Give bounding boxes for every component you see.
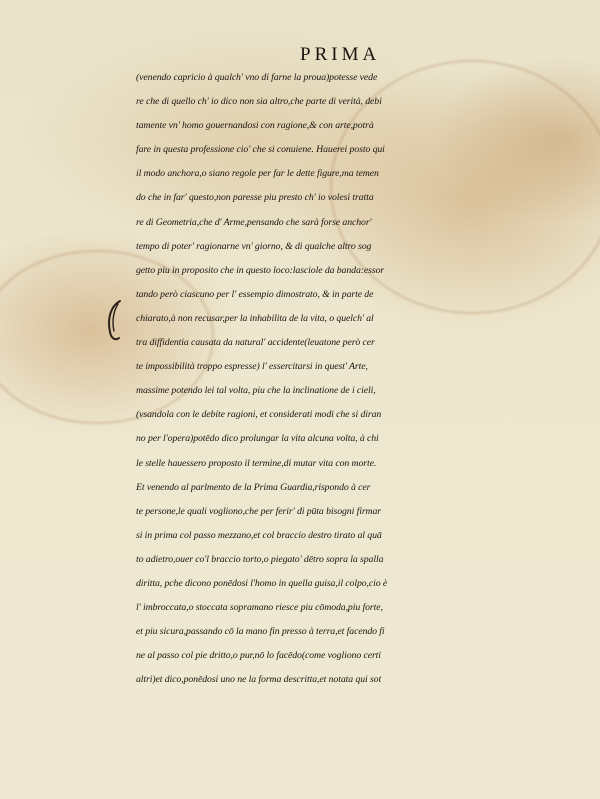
text-line: l' imbroccata,o stoccata sopramano riesce piu cōmoda,piu forte, — [136, 602, 383, 614]
text-line: ne al passo col pie dritto,o pur,nō lo facēdo(come vogliono certi — [136, 650, 381, 662]
text-line: altri)et dico,ponēdosi uno ne la forma descritta,et notata qui sot — [136, 674, 382, 686]
text-line: te persone,le quali vogliono,che per ferir' di pūta bisogni firmar — [136, 505, 382, 517]
text-line: diritta, pche dicono ponēdosi l'homo in quella guisa,il colpo,cio è — [136, 577, 388, 589]
text-line: massime potendo lei tal volta, piu che la inclinatione de i cieli, — [136, 385, 376, 397]
text-line: (venendo capricio à qualch' vno di farne la proua)potesse vede — [136, 72, 378, 83]
text-line: le stelle hauessero proposto il termine,di mutar vita con morte. — [136, 457, 377, 469]
running-head: PRIMA — [300, 44, 381, 65]
text-line: do che in far' questo,non paresse piu presto ch' io volesi tratta — [136, 192, 374, 204]
text-line: tamente vn' homo gouernandosi con ragione,& con arte,potrà — [136, 120, 374, 132]
text-line: chiarato,à non recusar,per la inhabilita de la vita, o quelch' al — [136, 312, 374, 324]
text-line: si in prima col passo mezzano,et col braccio destro tirato al quā — [136, 529, 382, 541]
text-line: fare in questa professione cio' che si conuiene. Hauerei posto qui — [136, 144, 385, 156]
text-line: re di Geometria,che d' Arme,pensando che sarà forse anchor' — [136, 216, 372, 228]
text-line: et piu sicura,passando cō la mano fin presso à terra,et facendo fi — [136, 626, 385, 638]
text-line: no per l'opera)potēdo dico prolungar la vita alcuna volta, à chi — [136, 433, 379, 445]
text-line: getto piu in proposito che in questo loco:lasciole da banda:essor — [136, 264, 385, 276]
text-line: re che di quello ch' io dico non sia altro,che parte di verità, debi — [136, 96, 382, 108]
text-line: tempo di poter' ragionarne vn' giorno, & di qualche altro sog — [136, 240, 372, 252]
text-line: il modo anchora,o siano regole per far le dette figure,ma temen — [136, 168, 379, 180]
text-line: tando però ciascuno per l' essempio dimostrato, & in parte de — [136, 288, 374, 300]
body-text — [136, 66, 596, 692]
text-line: to adietro,ouer co'l braccio torto,o piegato' dētro sopra la spalla — [136, 553, 384, 565]
manuscript-margin-mark-icon — [104, 298, 128, 344]
text-line: tra diffidentia causata da natural' accidente(leuatone però cer — [136, 337, 375, 349]
text-line: Et venendo al parlmento de la Prima Guardia,rispondo à cer — [136, 481, 371, 493]
text-line: (vsandola con le debite ragioni, et considerati modi che si diran — [136, 409, 382, 421]
text-line: te impossibilità troppo espresse) l' essercitarsi in quest' Arte, — [136, 361, 368, 373]
